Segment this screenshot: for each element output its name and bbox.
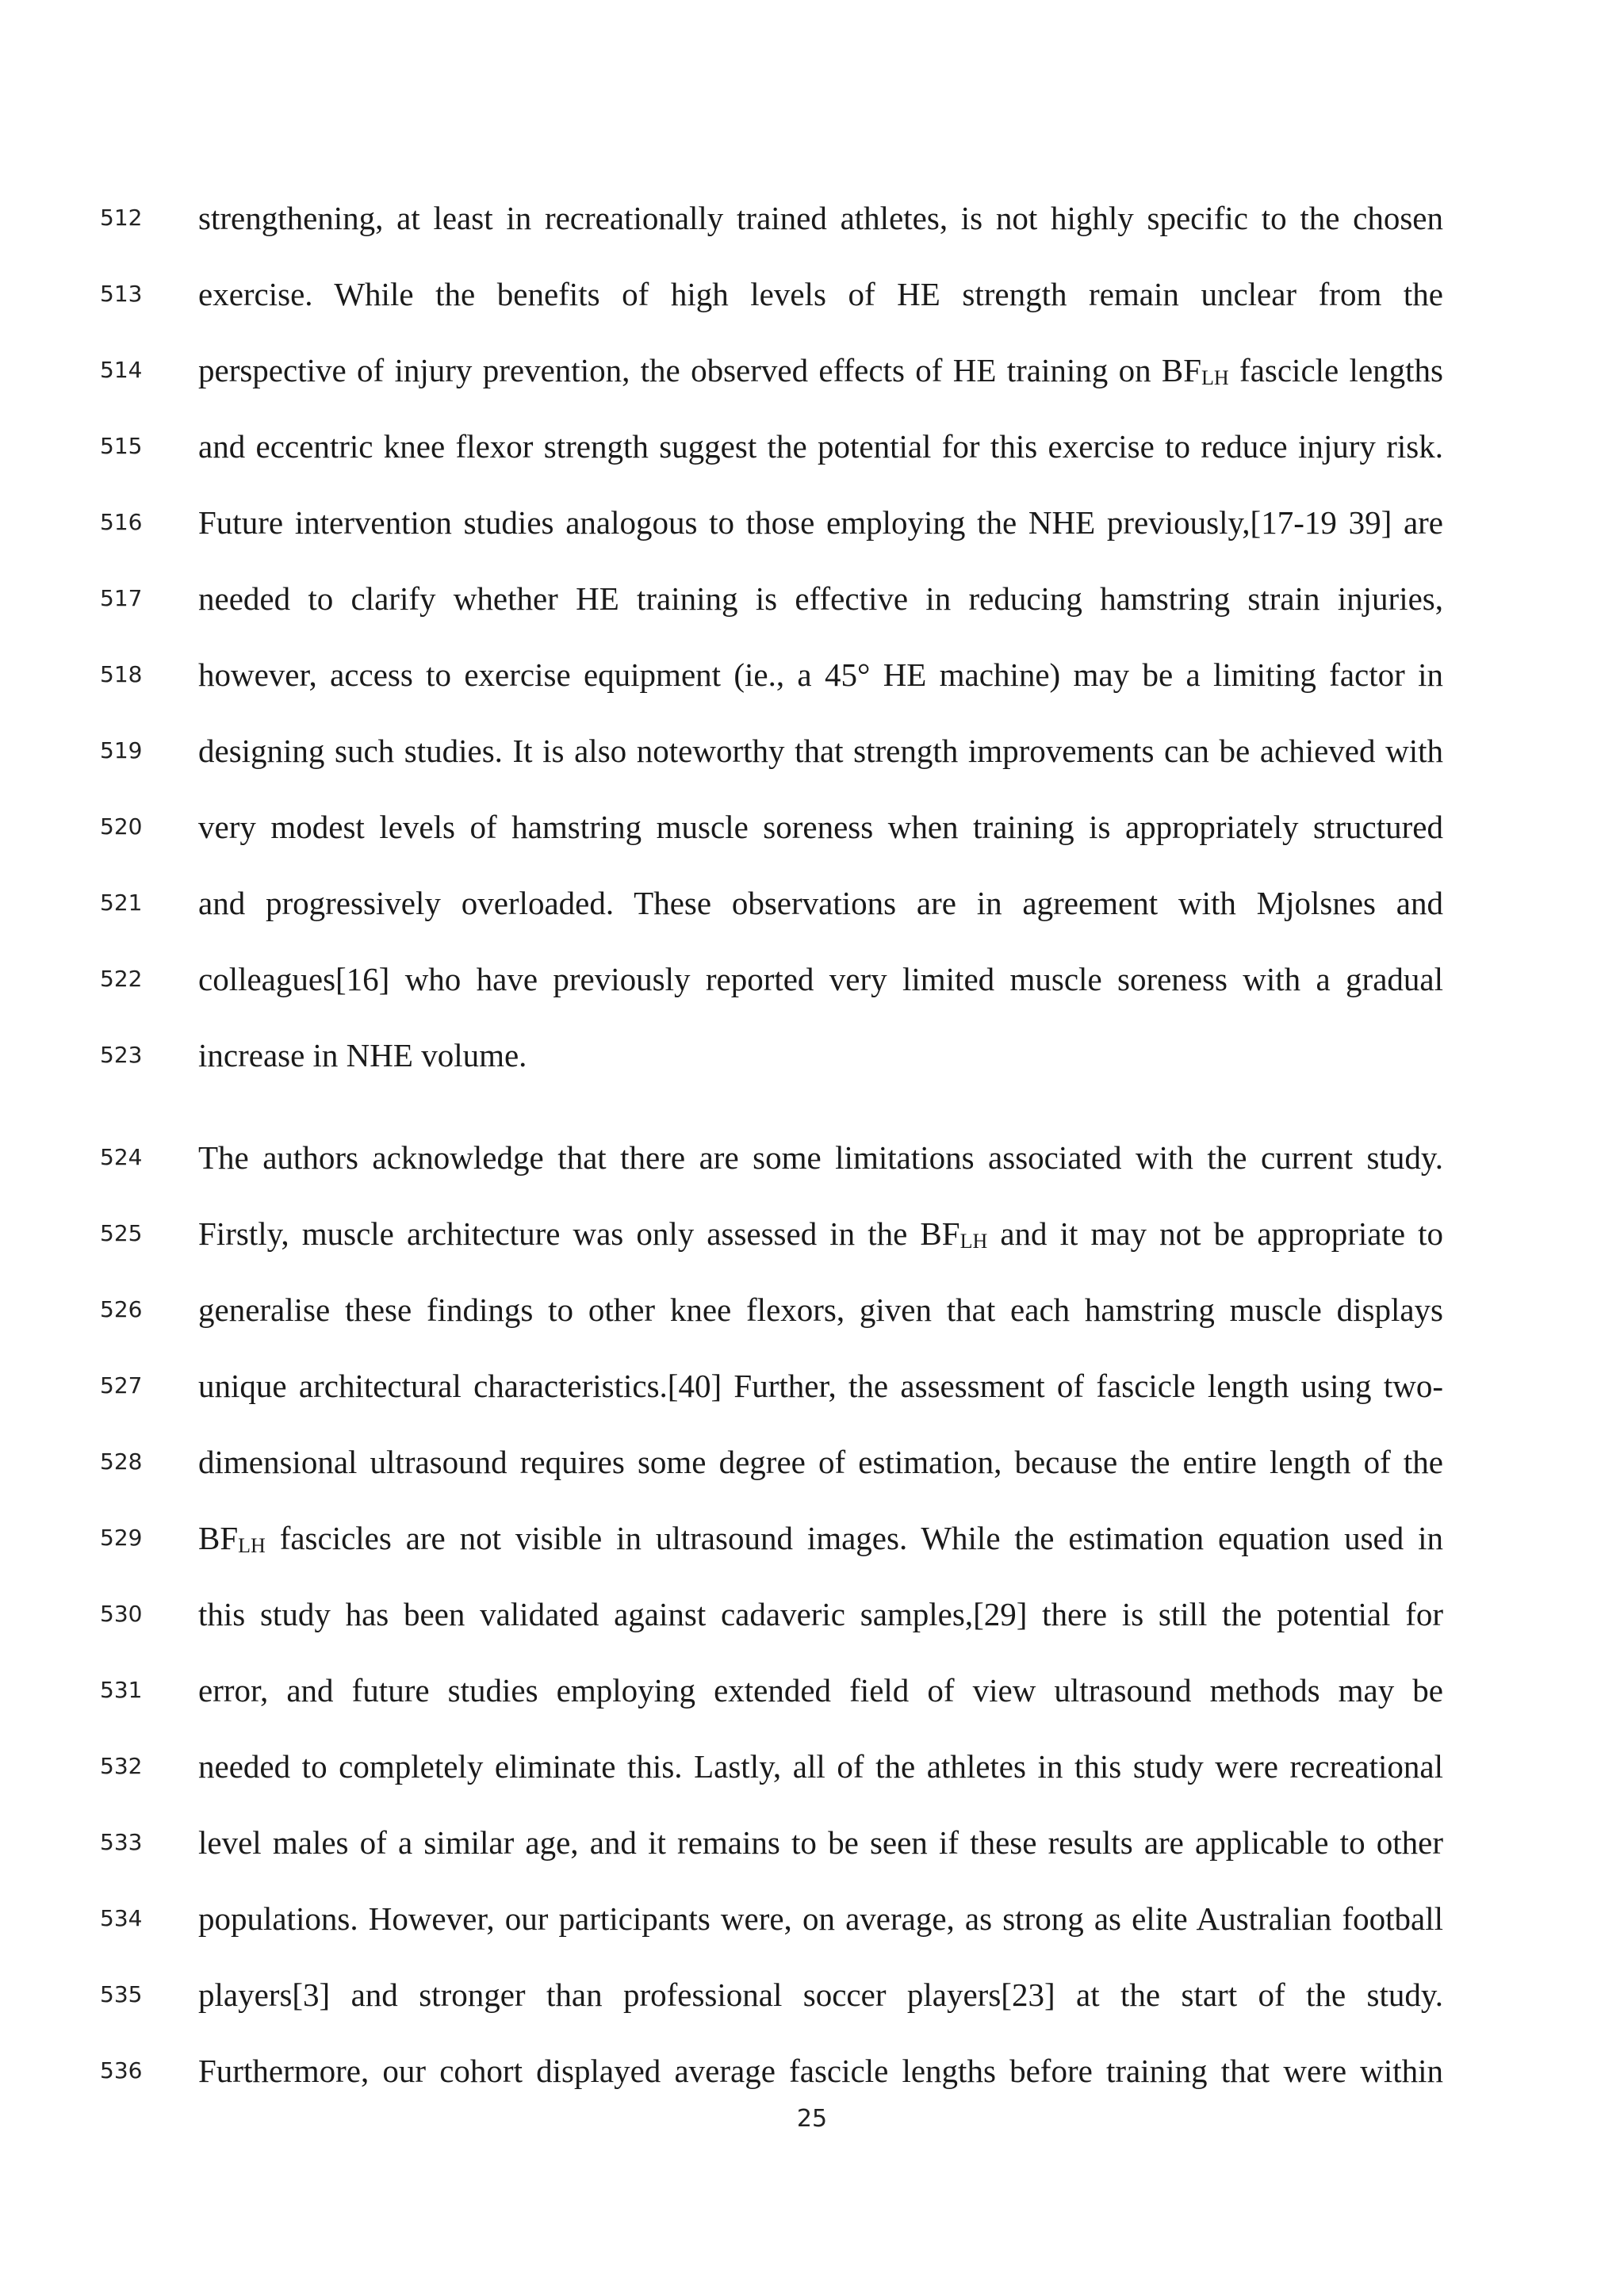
text-line <box>0 1668 1624 1716</box>
line-number: 524 <box>100 1144 143 1170</box>
line-number: 527 <box>100 1372 143 1399</box>
text-line <box>0 1288 1624 1335</box>
line-text: level males of a similar age, and it remains to be seen if these results are applicable to other <box>198 1824 1443 1861</box>
line-text: unique architectural characteristics.[40] Further, the assessment of fascicle length using two- <box>198 1368 1443 1404</box>
text-line <box>0 1364 1624 1411</box>
line-text-part: fascicles are not visible in ultrasound images. While the estimation equation used in <box>265 1520 1443 1556</box>
text-line <box>0 1820 1624 1868</box>
line-number: 519 <box>100 737 143 763</box>
line-number: 529 <box>100 1525 143 1551</box>
text-line <box>0 196 1624 243</box>
line-text: designing such studies. It is also noteworthy that strength improvements can be achieved with <box>198 733 1443 769</box>
line-text: needed to clarify whether HE training is effective in reducing hamstring strain injuries, <box>198 580 1443 617</box>
line-text: exercise. While the benefits of high levels of HE strength remain unclear from the <box>198 276 1443 312</box>
text-line <box>0 652 1624 700</box>
line-number: 521 <box>100 890 143 916</box>
text-line <box>0 1033 1624 1081</box>
text-line <box>0 957 1624 1004</box>
line-number: 532 <box>100 1753 143 1779</box>
text-line <box>0 1592 1624 1640</box>
text-line <box>0 424 1624 472</box>
line-text: very modest levels of hamstring muscle soreness when training is appropriately structured <box>198 809 1443 845</box>
line-text <box>198 348 1443 392</box>
text-line <box>0 576 1624 624</box>
line-number: 520 <box>100 813 143 840</box>
line-text: Furthermore, our cohort displayed average fascicle lengths before training that were within <box>198 2053 1443 2089</box>
text-line <box>0 729 1624 776</box>
text-line <box>0 2049 1624 2096</box>
line-number: 530 <box>100 1601 143 1627</box>
line-text: and progressively overloaded. These observations are in agreement with Mjolsnes and <box>198 885 1443 921</box>
line-number: 516 <box>100 509 143 535</box>
line-text: however, access to exercise equipment (ie., a 45° HE machine) may be a limiting factor in <box>198 656 1443 693</box>
line-text-part: fascicle lengths <box>1228 352 1443 388</box>
line-text-part: perspective of injury prevention, the observed effects of HE training on BF <box>198 352 1202 388</box>
text-line <box>0 1211 1624 1259</box>
line-number: 518 <box>100 661 143 687</box>
text-line <box>0 805 1624 852</box>
line-number: 526 <box>100 1296 143 1322</box>
line-text: increase in NHE volume. <box>198 1037 527 1073</box>
line-text: populations. However, our participants were, on average, as strong as elite Australian football <box>198 1900 1443 1937</box>
line-number: 533 <box>100 1829 143 1855</box>
text-line <box>0 500 1624 548</box>
line-number: 528 <box>100 1448 143 1475</box>
line-text <box>198 1211 1443 1256</box>
line-number: 536 <box>100 2057 143 2084</box>
line-text-part: BF <box>198 1520 239 1556</box>
text-line <box>0 272 1624 320</box>
line-text: this study has been validated against cadaveric samples,[29] there is still the potential for <box>198 1596 1443 1632</box>
text-line <box>0 881 1624 928</box>
line-number: 525 <box>100 1220 143 1246</box>
text-line <box>0 1896 1624 1944</box>
subscript: LH <box>959 1230 988 1253</box>
subscript: LH <box>238 1534 266 1557</box>
line-text: and eccentric knee flexor strength suggest the potential for this exercise to reduce injury risk. <box>198 428 1443 465</box>
text-line <box>0 1135 1624 1183</box>
line-number: 531 <box>100 1677 143 1703</box>
line-text: players[3] and stronger than professional soccer players[23] at the start of the study. <box>198 1976 1443 2013</box>
line-number: 522 <box>100 966 143 992</box>
line-text: strengthening, at least in recreationally trained athletes, is not highly specific to the chosen <box>198 200 1443 236</box>
subscript: LH <box>1201 366 1229 389</box>
line-number: 515 <box>100 433 143 459</box>
text-line <box>0 1973 1624 2020</box>
line-number: 513 <box>100 281 143 307</box>
line-text: generalise these findings to other knee flexors, given that each hamstring muscle displays <box>198 1292 1443 1328</box>
line-number: 512 <box>100 205 143 231</box>
line-number: 535 <box>100 1981 143 2007</box>
line-text: Future intervention studies analogous to those employing the NHE previously,[17-19 39] are <box>198 504 1443 541</box>
line-text: The authors acknowledge that there are some limitations associated with the current study. <box>198 1139 1443 1176</box>
text-line <box>0 1744 1624 1792</box>
line-text: dimensional ultrasound requires some degree of estimation, because the entire length of the <box>198 1444 1443 1480</box>
line-number: 514 <box>100 357 143 383</box>
line-text: error, and future studies employing extended field of view ultrasound methods may be <box>198 1672 1443 1709</box>
line-text: colleagues[16] who have previously reported very limited muscle soreness with a gradual <box>198 961 1443 997</box>
page-number: 25 <box>796 2105 828 2133</box>
text-line <box>0 1440 1624 1487</box>
line-text: needed to completely eliminate this. Lastly, all of the athletes in this study were recreational <box>198 1748 1443 1785</box>
text-line <box>0 348 1624 396</box>
line-text-part: Firstly, muscle architecture was only assessed in the BF <box>198 1215 960 1252</box>
line-number: 523 <box>100 1042 143 1068</box>
text-line <box>0 1516 1624 1563</box>
line-text <box>198 1516 1443 1560</box>
line-number: 534 <box>100 1905 143 1931</box>
line-text-part: and it may not be appropriate to <box>987 1215 1443 1252</box>
line-number: 517 <box>100 585 143 611</box>
